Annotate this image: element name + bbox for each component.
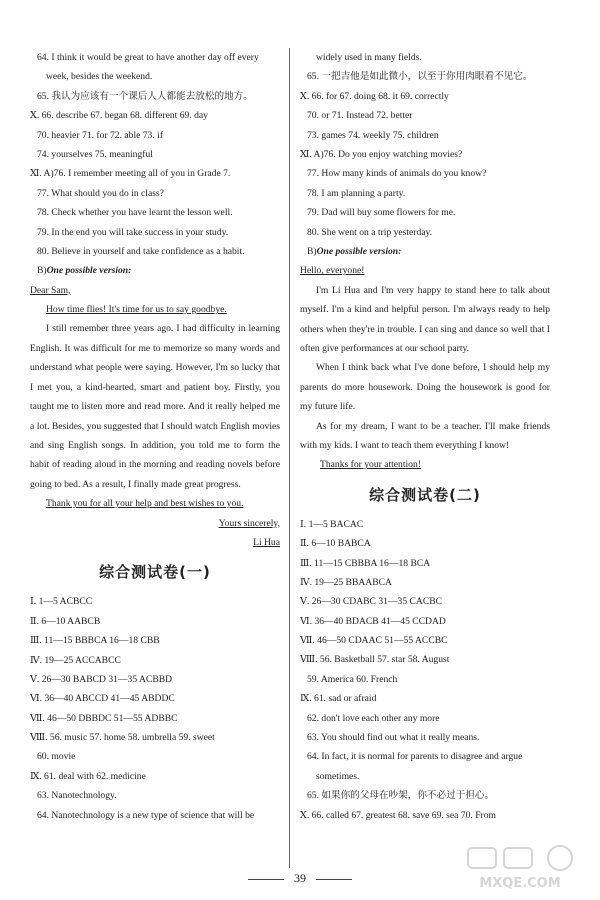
answer-line: Ⅹ. 66. called 67. greatest 68. save 69. sea 70. From — [300, 809, 496, 821]
version-prefix: B) — [37, 265, 47, 277]
answer-line: Ⅷ. 56. Basketball 57. star 58. August — [300, 654, 450, 666]
letter-closing: Yours sincerely, — [218, 517, 280, 529]
answer-line: Ⅳ. 19—25 ACCABCC — [30, 654, 121, 666]
answer-line: Ⅸ. 61. sad or afraid — [300, 693, 377, 705]
answer-line: 74. yourselves 75. meaningful — [37, 148, 153, 160]
left-top-lines — [30, 48, 280, 261]
dash-right — [316, 879, 352, 880]
speech-greeting: Hello, everyone! — [300, 265, 365, 277]
answer-line: 63. Nanotechnology. — [37, 790, 117, 802]
right-bottom-lines — [300, 515, 550, 825]
answer-line: Ⅱ. 6—10 BABCA — [300, 538, 371, 550]
answer-line: Ⅸ. 61. deal with 62. medicine — [30, 770, 146, 782]
answer-line: 78. I am planning a party. — [307, 187, 406, 199]
answer-line: Ⅲ. 11—15 CBBBA 16—18 BCA — [300, 557, 431, 569]
answer-line: 73. games 74. weekly 75. children — [307, 129, 439, 141]
left-bottom-lines — [30, 592, 280, 825]
answer-line: 59. America 60. French — [307, 673, 398, 685]
answer-line: Ⅲ. 11—15 BBBCA 16—18 CBB — [30, 635, 160, 647]
answer-line: 65. 我认为应该有一个课后人人都能去放松的地方。 — [37, 90, 253, 102]
version-heading — [30, 261, 280, 280]
answer-line: Ⅶ. 46—50 CDAAC 51—55 ACCBC — [300, 635, 448, 647]
column-divider — [289, 48, 290, 868]
answer-line: 65. 如果你的父母在吵架，你不必过于担心。 — [307, 790, 495, 802]
answer-line: Ⅷ. 56. music 57. home 58. umbrella 59. sweet — [30, 732, 215, 744]
right-top-lines — [300, 48, 550, 242]
answer-line: 79. Dad will buy some flowers for me. — [307, 207, 456, 219]
answer-line: sometimes. — [316, 770, 360, 782]
letter-paragraph: Thank you for all your help and best wishes to you. — [46, 498, 244, 510]
answer-line: 70. or 71. Instead 72. better — [307, 110, 413, 122]
version-prefix: B) — [307, 245, 317, 257]
section-title: 综合测试卷(二) — [369, 485, 481, 504]
letter-paragraph: How time flies! It's time for us to say goodbye. — [46, 304, 227, 316]
letter-greeting: Dear Sam, — [30, 284, 71, 296]
answer-line: Ⅴ. 26—30 CDABC 31—35 CACBC — [300, 596, 443, 608]
answer-line: Ⅰ. 1—5 ACBCC — [30, 596, 93, 608]
answer-line: Ⅵ. 36—40 ABCCD 41—45 ABDDC — [30, 693, 175, 705]
answer-line: Ⅵ. 36—40 BDACB 41—45 CCDAD — [300, 615, 446, 627]
answer-line: 78. Check whether you have learnt the lesson well. — [37, 207, 233, 219]
answer-line: 77. What should you do in class? — [37, 187, 164, 199]
answer-line: Ⅹ. 66. for 67. doing 68. it 69. correctly — [300, 90, 449, 102]
section-title: 综合测试卷(一) — [99, 563, 211, 582]
version-heading — [300, 242, 550, 261]
answer-line: 64. Nanotechnology is a new type of science that will be — [37, 809, 255, 821]
version-label: One possible version: — [46, 265, 132, 277]
answer-line: 64. I think it would be great to have another day off every — [37, 52, 259, 63]
answer-line: 79. In the end you will take success in your study. — [37, 226, 229, 238]
version-label: One possible version: — [316, 245, 402, 257]
page-number: 39 — [0, 871, 600, 886]
answer-line: widely used in many fields. — [316, 52, 422, 63]
left-column — [30, 48, 280, 825]
letter-paragraph: I still remember three years ago. I had difficulty in learning English. It was difficult for me to memorize so many words and understand what people were saying. However, I'm so lucky that I met you, a kind-hearted, smart and patient boy. Firstly, you taught me to listen more and read more. And it really helped me a lot. Besides, you suggested that I should watch English movies and sing English songs. In addition, you told me to form the habit of reading aloud in the morning and reading novels before going to bed. As a result, I finally made great progress. — [30, 323, 280, 490]
answer-line: 64. In fact, it is normal for parents to disagree and argue — [307, 751, 523, 763]
answer-line: Ⅱ. 6—10 AABCB — [30, 615, 101, 627]
answer-line: 80. She went on a trip yesterday. — [307, 226, 433, 238]
answer-line: Ⅺ. A)76. I remember meeting all of you in Grade 7. — [30, 168, 231, 180]
answer-line: Ⅰ. 1—5 BACAC — [300, 518, 364, 530]
watermark-text: MXQE.COM — [479, 876, 561, 891]
answer-line: 77. How many kinds of animals do you know? — [307, 168, 487, 180]
answer-line: Ⅹ. 66. describe 67. began 68. different 69. day — [30, 110, 208, 122]
speech-paragraph: I'm Li Hua and I'm very happy to stand here to talk about myself. I'm a kind and helpful person. I'm always ready to help others when they're in trouble. I can sing and dance so well that I often give performances at our school party. — [300, 284, 550, 354]
answer-line: 70. heavier 71. for 72. able 73. if — [37, 129, 164, 141]
answer-line: 80. Believe in yourself and take confidence as a habit. — [37, 245, 245, 257]
answer-line: Ⅴ. 26—30 BABCD 31—35 ACBBD — [30, 673, 173, 685]
dash-left — [248, 879, 284, 880]
answer-line: Ⅺ. A)76. Do you enjoy watching movies? — [300, 148, 463, 160]
watermark-logo — [460, 842, 580, 892]
right-column — [300, 48, 550, 825]
answer-line: 62. don't love each other any more — [307, 712, 440, 724]
letter-signature: Li Hua — [253, 536, 280, 548]
answer-line: 65. 一把吉他是如此微小，以至于你用肉眼看不见它。 — [307, 71, 533, 83]
speech-closing: Thanks for your attention! — [320, 459, 421, 471]
answer-line: Ⅶ. 46—50 DBBDC 51—55 ADBBC — [30, 712, 178, 724]
speech-paragraph: As for my dream, I want to be a teacher. I'll make friends with my kids. I want to teach them everything I know! — [300, 420, 550, 451]
answer-line: 63. You should find out what it really means. — [307, 732, 480, 744]
answer-line: 60. movie — [37, 751, 76, 763]
answer-line: week, besides the weekend. — [46, 71, 153, 83]
answer-line: Ⅳ. 19—25 BBAABCA — [300, 576, 392, 588]
speech-paragraph: When I think back what I've done before, I should help my parents do more housework. Doing the housework is good for my future life. — [300, 362, 550, 413]
